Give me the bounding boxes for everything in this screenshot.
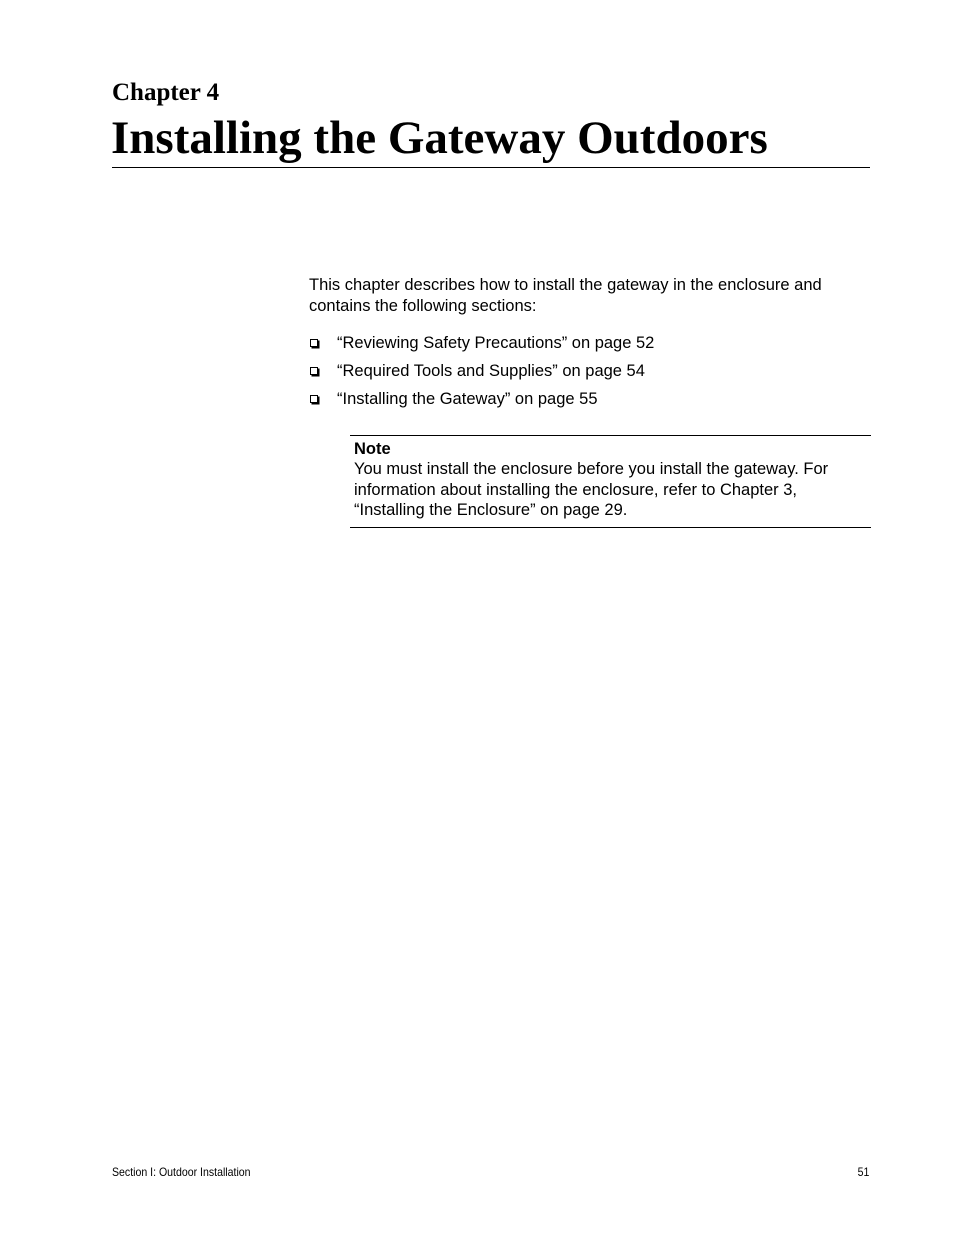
title-divider [112, 167, 870, 168]
section-link-label: “Installing the Gateway” on page 55 [337, 390, 598, 408]
section-link-label: “Required Tools and Supplies” on page 54 [337, 362, 645, 380]
checkbox-bullet-icon [310, 367, 318, 375]
note-box [350, 435, 871, 528]
note-text: You must install the enclosure before you install the gateway. For information about installing the enclosure, refer to Chapter 3, “Installing the Enclosure” on page 29. [354, 460, 829, 519]
checkbox-bullet-icon [310, 395, 318, 403]
checkbox-bullet-icon [310, 339, 318, 347]
intro-paragraph: This chapter describes how to install the gateway in the enclosure and contains the following sections: [309, 276, 822, 315]
page-number: 51 [857, 1165, 869, 1179]
section-list [309, 333, 869, 417]
footer-section-label: Section I: Outdoor Installation [112, 1165, 251, 1179]
section-link-label: “Reviewing Safety Precautions” on page 52 [337, 334, 655, 352]
list-item [309, 389, 869, 410]
chapter-title: Installing the Gateway Outdoors [111, 112, 768, 164]
note-heading: Note [354, 440, 391, 458]
list-item [309, 361, 869, 382]
chapter-label: Chapter 4 [112, 79, 220, 106]
list-item [309, 333, 869, 354]
